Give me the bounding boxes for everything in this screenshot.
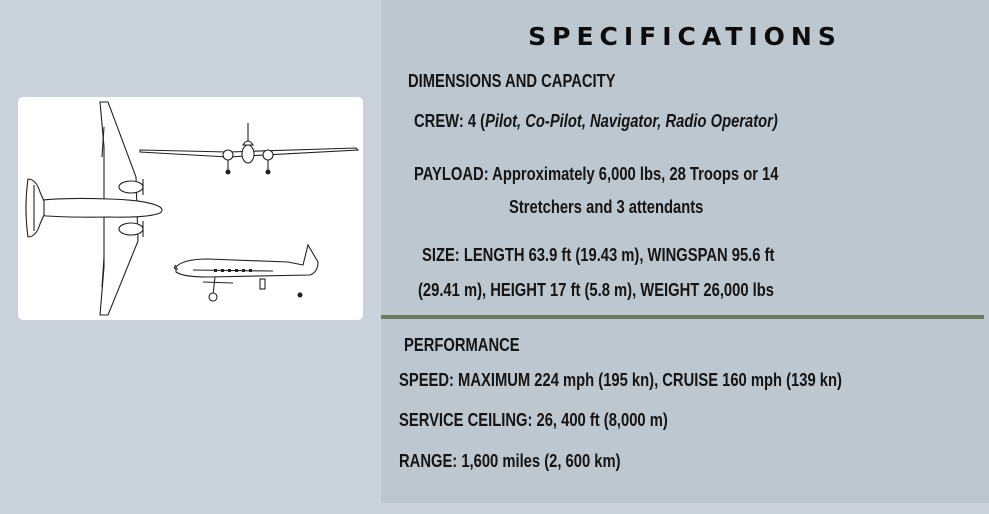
payload-line-1: PAYLOAD: Approximately 6,000 lbs, 28 Troops or 14 [414,164,779,184]
aircraft-three-view-diagram-icon [18,97,363,320]
crew-roles: Pilot, Co-Pilot, Navigator, Radio Operator) [485,111,778,131]
aircraft-diagram-card [18,97,363,320]
ceiling-line: SERVICE CEILING: 26, 400 ft (8,000 m) [399,410,668,430]
bottom-strip [381,503,989,514]
crew-line [414,111,778,132]
top-view-icon [26,102,162,315]
side-view-icon [174,245,318,301]
dimensions-heading: DIMENSIONS AND CAPACITY [408,71,616,91]
size-line-2: (29.41 m), HEIGHT 17 ft (5.8 m), WEIGHT 26,000 lbs [418,280,774,300]
speed-line: SPEED: MAXIMUM 224 mph (195 kn), CRUISE 160 mph (139 kn) [399,370,842,390]
page-title: SPECIFICATIONS [528,22,842,51]
crew-label: CREW: 4 ( [414,111,486,131]
front-view-icon [140,123,358,174]
range-line: RANGE: 1,600 miles (2, 600 km) [399,451,621,471]
performance-heading: PERFORMANCE [404,335,520,355]
payload-line-2: Stretchers and 3 attendants [509,197,704,217]
section-divider [381,315,984,319]
size-line-1: SIZE: LENGTH 63.9 ft (19.43 m), WINGSPAN 95.6 ft [422,245,775,265]
